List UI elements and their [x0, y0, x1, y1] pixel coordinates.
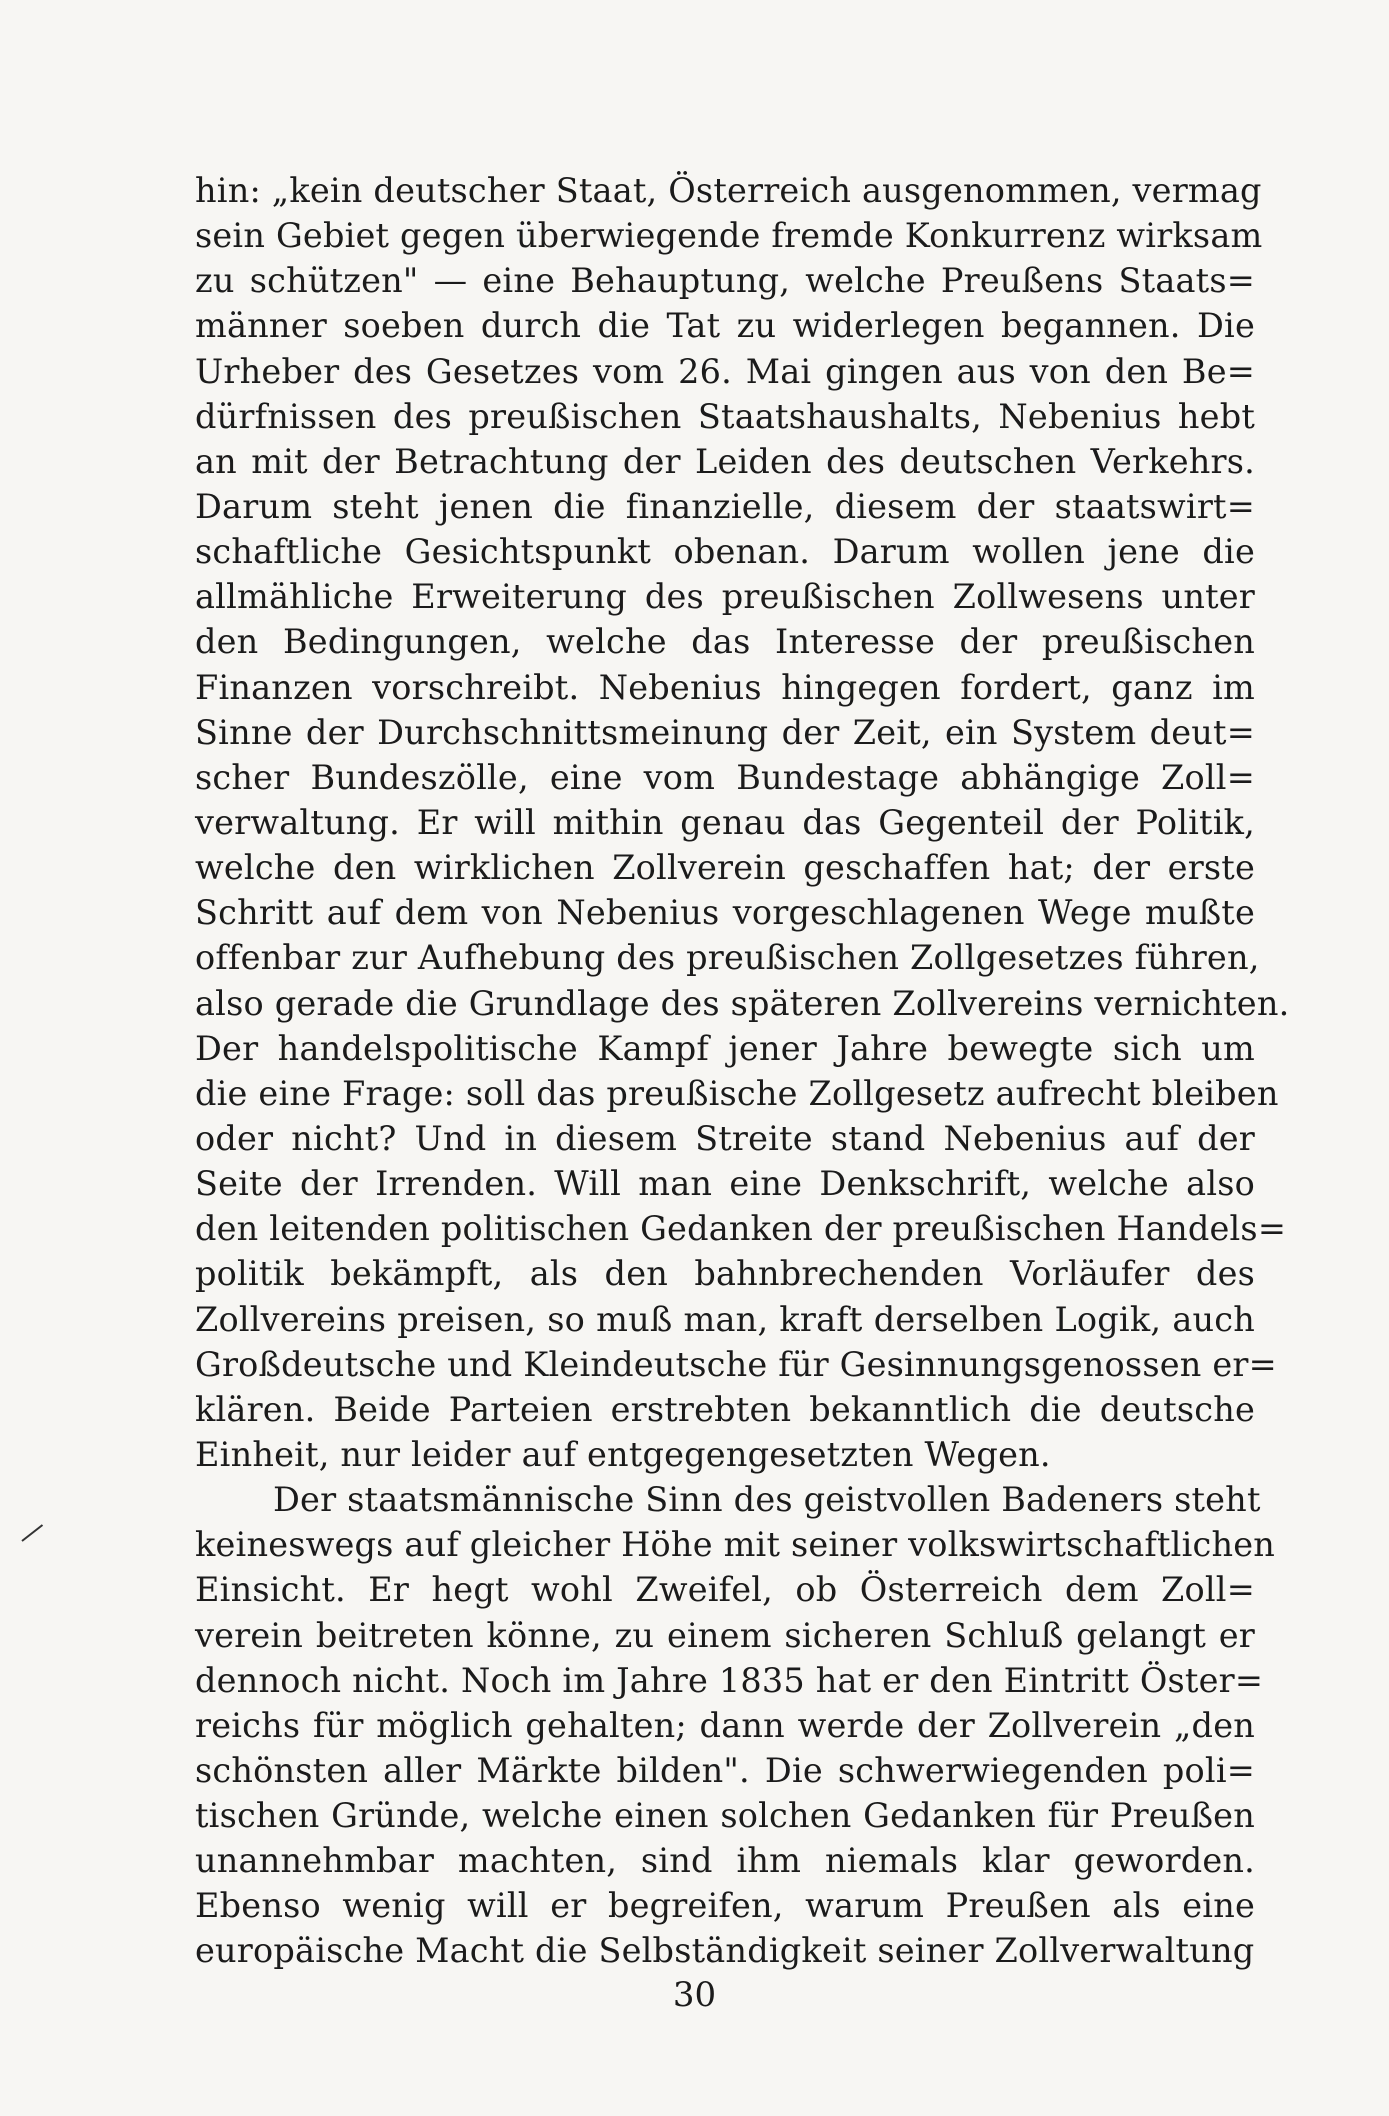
text-line: allmähliche Erweiterung des preußischen Zollwesens unter: [195, 577, 1255, 617]
text-line: Großdeutsche und Kleindeutsche für Gesinnungsgenossen er=: [195, 1344, 1277, 1384]
text-line: an mit der Betrachtung der Leiden des deutschen Verkehrs.: [195, 441, 1255, 481]
text-line: sein Gebiet gegen überwiegende fremde Konkurrenz wirksam: [195, 216, 1263, 256]
text-line: hin: „kein deutscher Staat, Österreich ausgenommen, vermag: [195, 171, 1262, 210]
page-number: 30: [672, 1975, 717, 2015]
margin-mark: [21, 1524, 43, 1542]
text-line: Seite der Irrenden. Will man eine Denkschrift, welche also: [195, 1164, 1255, 1204]
text-line: keineswegs auf gleicher Höhe mit seiner volkswirtschaftlichen: [195, 1525, 1276, 1565]
text-line: Zollvereins preisen, so muß man, kraft derselben Logik, auch: [195, 1299, 1255, 1339]
text-line: offenbar zur Aufhebung des preußischen Zollgesetzes führen,: [195, 938, 1260, 978]
text-line: schaftliche Gesichtspunkt obenan. Darum wollen jene die: [195, 532, 1255, 572]
text-line: klären. Beide Parteien erstrebten bekanntlich die deutsche: [195, 1389, 1255, 1429]
text-line: Ebenso wenig will er begreifen, warum Preußen als eine: [195, 1886, 1255, 1926]
text-line: scher Bundeszölle, eine vom Bundestage abhängige Zoll=: [195, 757, 1255, 797]
page-body: [195, 168, 1290, 1974]
text-line: also gerade die Grundlage des späteren Zollvereins vernichten.: [195, 983, 1290, 1023]
text-line: europäische Macht die Selbständigkeit seiner Zollverwaltung: [195, 1931, 1255, 1971]
text-line: den Bedingungen, welche das Interesse der preußischen: [195, 622, 1255, 662]
text-line: zu schützen" — eine Behauptung, welche Preußens Staats=: [195, 261, 1255, 301]
text-line: Urheber des Gesetzes vom 26. Mai gingen aus von den Be=: [195, 351, 1255, 391]
text-line: dürfnissen des preußischen Staatshaushalts, Nebenius hebt: [195, 396, 1255, 436]
text-line: welche den wirklichen Zollverein geschaffen hat; der erste: [195, 848, 1255, 888]
text-line: tischen Gründe, welche einen solchen Gedanken für Preußen: [195, 1796, 1255, 1836]
text-line: schönsten aller Märkte bilden". Die schwerwiegenden poli=: [195, 1750, 1255, 1790]
text-line: Finanzen vorschreibt. Nebenius hingegen fordert, ganz im: [195, 667, 1255, 707]
text-line: reichs für möglich gehalten; dann werde der Zollverein „den: [195, 1705, 1255, 1745]
text-line: verwaltung. Er will mithin genau das Gegenteil der Politik,: [195, 802, 1255, 842]
text-line: Darum steht jenen die finanzielle, diesem der staatswirt=: [195, 486, 1255, 526]
text-line: unannehmbar machten, sind ihm niemals klar geworden.: [195, 1841, 1255, 1881]
paragraph-2: [195, 1477, 1276, 1974]
text-line: Der handelspolitische Kampf jener Jahre bewegte sich um: [195, 1028, 1255, 1068]
text-line: Sinne der Durchschnittsmeinung der Zeit, ein System deut=: [195, 712, 1255, 752]
text-line: den leitenden politischen Gedanken der preußischen Handels=: [195, 1209, 1287, 1249]
text-line: verein beitreten könne, zu einem sicheren Schluß gelangt er: [195, 1615, 1255, 1655]
text-line: Einsicht. Er hegt wohl Zweifel, ob Österreich dem Zoll=: [195, 1570, 1255, 1610]
text-line: Schritt auf dem von Nebenius vorgeschlagenen Wege mußte: [195, 893, 1255, 933]
text-line: oder nicht? Und in diesem Streite stand Nebenius auf der: [195, 1118, 1255, 1158]
text-line: dennoch nicht. Noch im Jahre 1835 hat er den Eintritt Öster=: [195, 1660, 1264, 1700]
text-line: Der staatsmännische Sinn des geistvollen Badeners steht: [273, 1480, 1261, 1520]
text-line: politik bekämpft, als den bahnbrechenden Vorläufer des: [195, 1254, 1255, 1294]
text-line: die eine Frage: soll das preußische Zollgesetz aufrecht bleiben: [195, 1073, 1279, 1113]
paragraph-1: [195, 168, 1290, 1477]
text-line: männer soeben durch die Tat zu widerlegen begannen. Die: [195, 306, 1255, 346]
text-line: Einheit, nur leider auf entgegengesetzten Wegen.: [195, 1434, 1051, 1474]
